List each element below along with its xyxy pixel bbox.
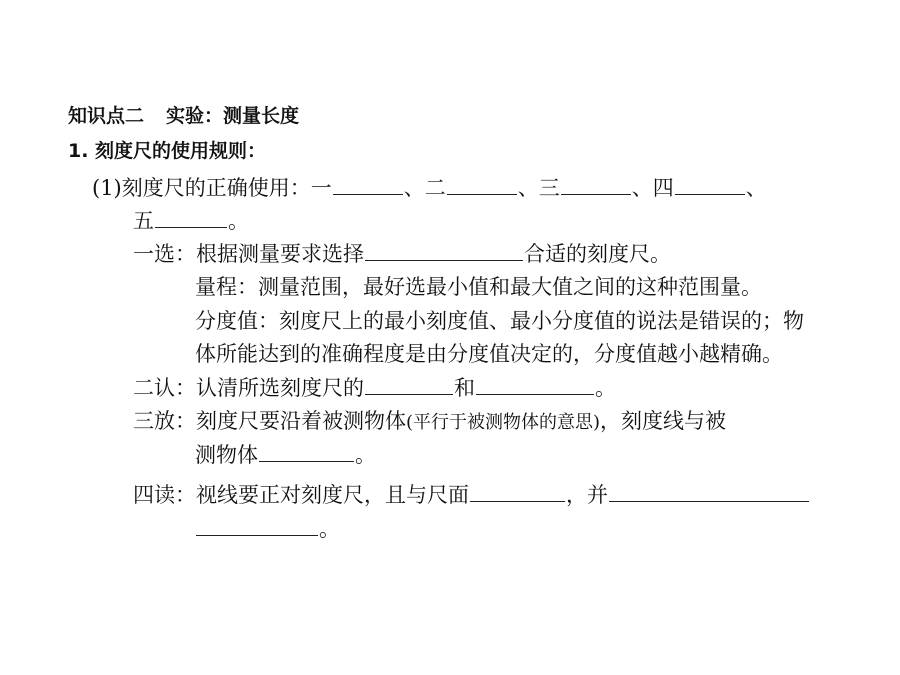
item1-line2-suffix: 。: [228, 209, 249, 233]
step2-label: 二认：认清所选刻度尺的: [133, 376, 364, 400]
rule-title: 1. 刻度尺的使用规则：: [68, 140, 267, 162]
heading-part1: 知识点二: [68, 105, 145, 127]
step2-line: [133, 374, 616, 402]
blank-3[interactable]: [561, 174, 631, 195]
blank-11[interactable]: [609, 481, 809, 502]
item1-sep3: 、三: [517, 176, 560, 200]
step4-line2-suffix: 。: [319, 517, 340, 541]
step3-rest: ，刻度线与被: [600, 409, 727, 433]
item1-sep5: 、: [745, 176, 767, 200]
step2-mid: 和: [454, 376, 475, 400]
blank-4[interactable]: [675, 174, 745, 195]
step3-note: (平行于被测物体的意思): [406, 412, 601, 433]
blank-1[interactable]: [333, 174, 403, 195]
blank-6[interactable]: [365, 240, 523, 261]
blank-7[interactable]: [365, 374, 453, 395]
step3-line2-prefix: 测物体: [195, 443, 258, 467]
step1-label: 一选：根据测量要求选择: [133, 242, 364, 266]
item1-line2-prefix: 五: [133, 209, 154, 233]
step1-range: 量程：测量范围，最好选最小值和最大值之间的这种范围量。: [195, 275, 762, 299]
item1-sep2: 、二: [403, 176, 446, 200]
step3-label: 三放：刻度尺要沿着被测物体: [133, 409, 406, 433]
step3-line2-suffix: 。: [355, 443, 376, 467]
step1-div-2: 体所能达到的准确程度是由分度值决定的，分度值越小越精确。: [195, 342, 783, 366]
step3-line2: [195, 441, 376, 469]
step1-suffix: 合适的刻度尺。: [524, 242, 671, 266]
blank-9[interactable]: [259, 441, 354, 462]
blank-10[interactable]: [470, 481, 565, 502]
item1-line2: [133, 207, 249, 235]
step3-line1: [133, 407, 726, 437]
step1-div-1: 分度值：刻度尺上的最小刻度值、最小分度值的说法是错误的；物: [195, 309, 804, 333]
blank-12[interactable]: [196, 515, 318, 536]
blank-8[interactable]: [476, 374, 594, 395]
step4-line2: [195, 515, 340, 543]
section-heading: [68, 102, 299, 130]
step2-suffix: 。: [595, 376, 616, 400]
blank-2[interactable]: [447, 174, 517, 195]
step4-line1: [133, 481, 810, 509]
blank-5[interactable]: [155, 207, 227, 228]
item1-prefix: (1)刻度尺的正确使用：一: [92, 176, 332, 200]
step4-label: 四读：视线要正对刻度尺，且与尺面: [133, 483, 469, 507]
item1-sep4: 、四: [631, 176, 674, 200]
step1-line: [133, 240, 671, 268]
step4-mid: ，并: [566, 483, 608, 507]
heading-part2: 实验：测量长度: [166, 105, 300, 127]
item1-line1: [92, 174, 767, 202]
